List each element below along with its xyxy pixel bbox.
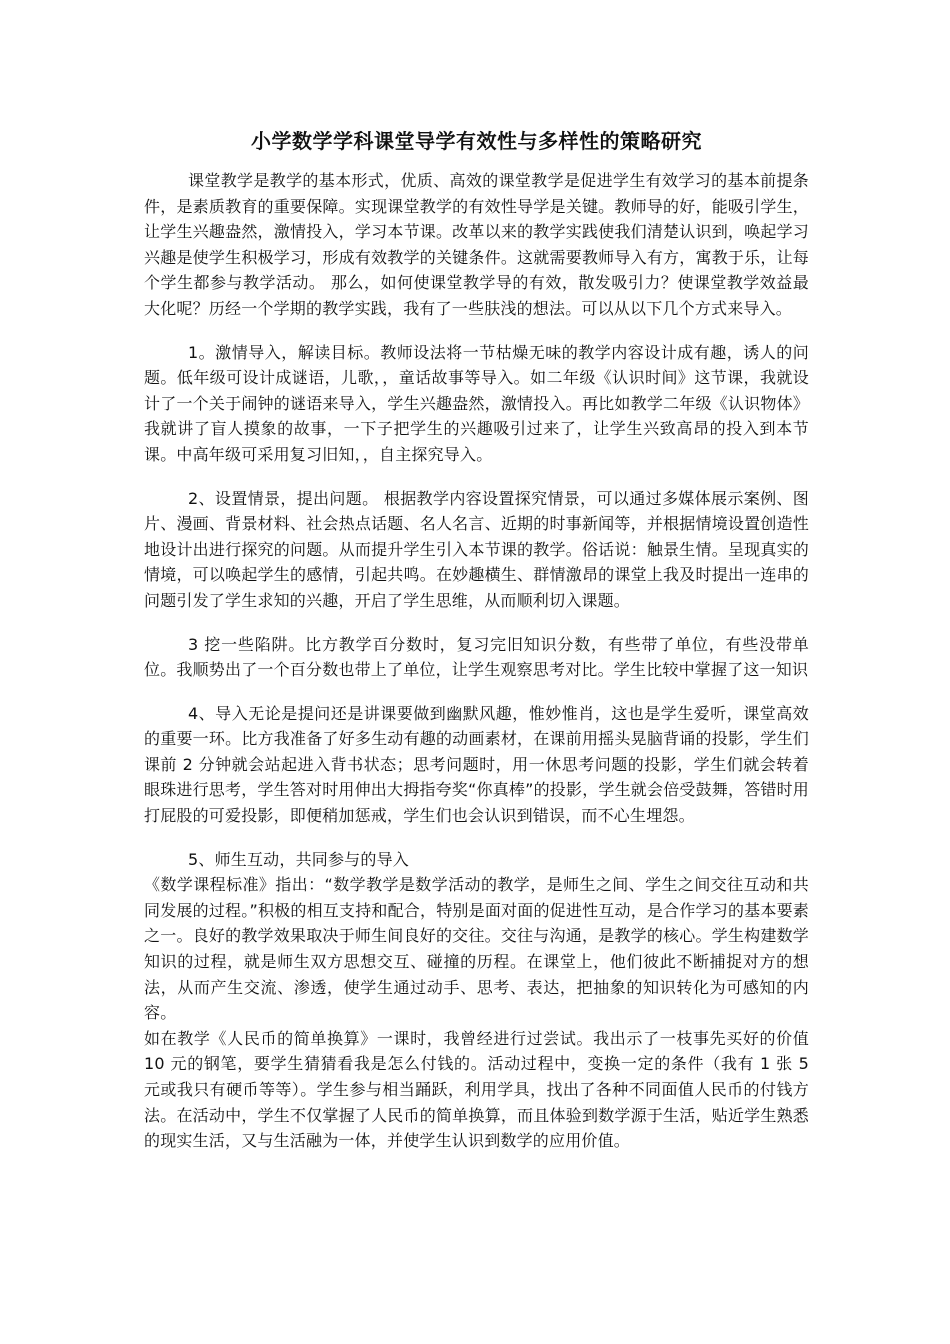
document-page xyxy=(144,118,809,1172)
method-3-paragraph: 3 挖一些陷阱。比方教学百分数时，复习完旧知识分数，有些带了单位，有些没带单位。我顺势出了一个百分数也带上了单位，让学生观察思考对比。学生比较中掌握了这一知识 xyxy=(144,634,809,680)
method-4-paragraph: 4、导入无论是提问还是讲课要做到幽默风趣，惟妙惟肖，这也是学生爱听，课堂高效的重要一环。比方我准备了好多生动有趣的动画素材，在课前用摇头晃脑背诵的投影，学生们课前 2 分钟就会站起进入背书状态；思考问题时，用一休思考问题的投影，学生们就会转着眼珠进行思考，学生答对时用伸出大拇指夸奖“你真棒”的投影，学生就会倍受鼓舞，答错时用打屁股的可爱投影，即便稍加惩戒，学生们也会认识到错误，而不心生埋怨。 xyxy=(144,703,809,826)
method-1-paragraph: 1。激情导入，解读目标。教师设法将一节枯燥无味的教学内容设计成有趣，诱人的问题。低年级可设计成谜语，儿歌，，童话故事等导入。如二年级《认识时间》这节课，我就设计了一个关于闹钟的谜语来导入，学生兴趣盎然，激情投入。再比如教学二年级《认识物体》我就讲了盲人摸象的故事，一下子把学生的兴趣吸引过来了，让学生兴致高昂的投入到本节课。中高年级可采用复习旧知，，自主探究导入。 xyxy=(144,342,809,464)
example-paragraph: 如在教学《人民币的简单换算》一课时，我曾经进行过尝试。我出示了一枝事先买好的价值 10 元的钢笔，要学生猜猜看我是怎么付钱的。活动过程中，变换一定的条件（我有 1 张 5 元或我只有硬币等等）。学生参与相当踊跃，利用学具，找出了各种不同面值人民币的付钱方法。在活动中，学生不仅掌握了人民币的简单换算，而且体验到数学源于生活，贴近学生熟悉的现实生活，又与生活融为一体，并使学生认识到数学的应用价值。 xyxy=(144,1028,809,1151)
intro-paragraph: 课堂教学是教学的基本形式，优质、高效的课堂教学是促进学生有效学习的基本前提条件，是素质教育的重要保障。实现课堂教学的有效性导学是关键。教师导的好，能吸引学生，让学生兴趣盎然，激情投入，学习本节课。改革以来的教学实践使我们清楚认识到，唤起学习兴趣是使学生积极学习，形成有效教学的关键条件。这就需要教师导入有方，寓教于乐，让每个学生都参与教学活动。 那么，如何使课堂教学导的有效，散发吸引力？使课堂教学效益最大化呢？历经一个学期的教学实践，我有了一些肤浅的想法。可以从以下几个方式来导入。 xyxy=(144,171,809,318)
document-title: 小学数学学科课堂导学有效性与多样性的策略研究 xyxy=(251,129,702,153)
method-5-heading: 5、师生互动，共同参与的导入 xyxy=(188,849,409,869)
method-2-paragraph: 2、设置情景，提出问题。 根据教学内容设置探究情景，可以通过多媒体展示案例、图片、漫画、背景材料、社会热点话题、名人名言、近期的时事新闻等，并根据情境设置创造性地设计出进行探究的问题。从而提升学生引入本节课的教学。俗话说：触景生情。呈现真实的情境，可以唤起学生的感情，引起共鸣。在妙趣横生、群情激昂的课堂上我及时提出一连串的问题引发了学生求知的兴趣，开启了学生思维，从而顺利切入课题。 xyxy=(144,488,809,610)
method-5-paragraph: 《数学课程标准》指出：“数学教学是数学活动的教学，是师生之间、学生之间交往互动和共同发展的过程。”积极的相互支持和配合，特别是面对面的促进性互动，是合作学习的基本要素之一。良好的教学效果取决于师生间良好的交往。交往与沟通，是教学的核心。学生构建数学知识的过程，就是师生双方思想交互、碰撞的历程。在课堂上，他们彼此不断捕捉对方的想法，从而产生交流、渗透，使学生通过动手、思考、表达，把抽象的知识转化为可感知的内容。 xyxy=(144,875,809,1023)
